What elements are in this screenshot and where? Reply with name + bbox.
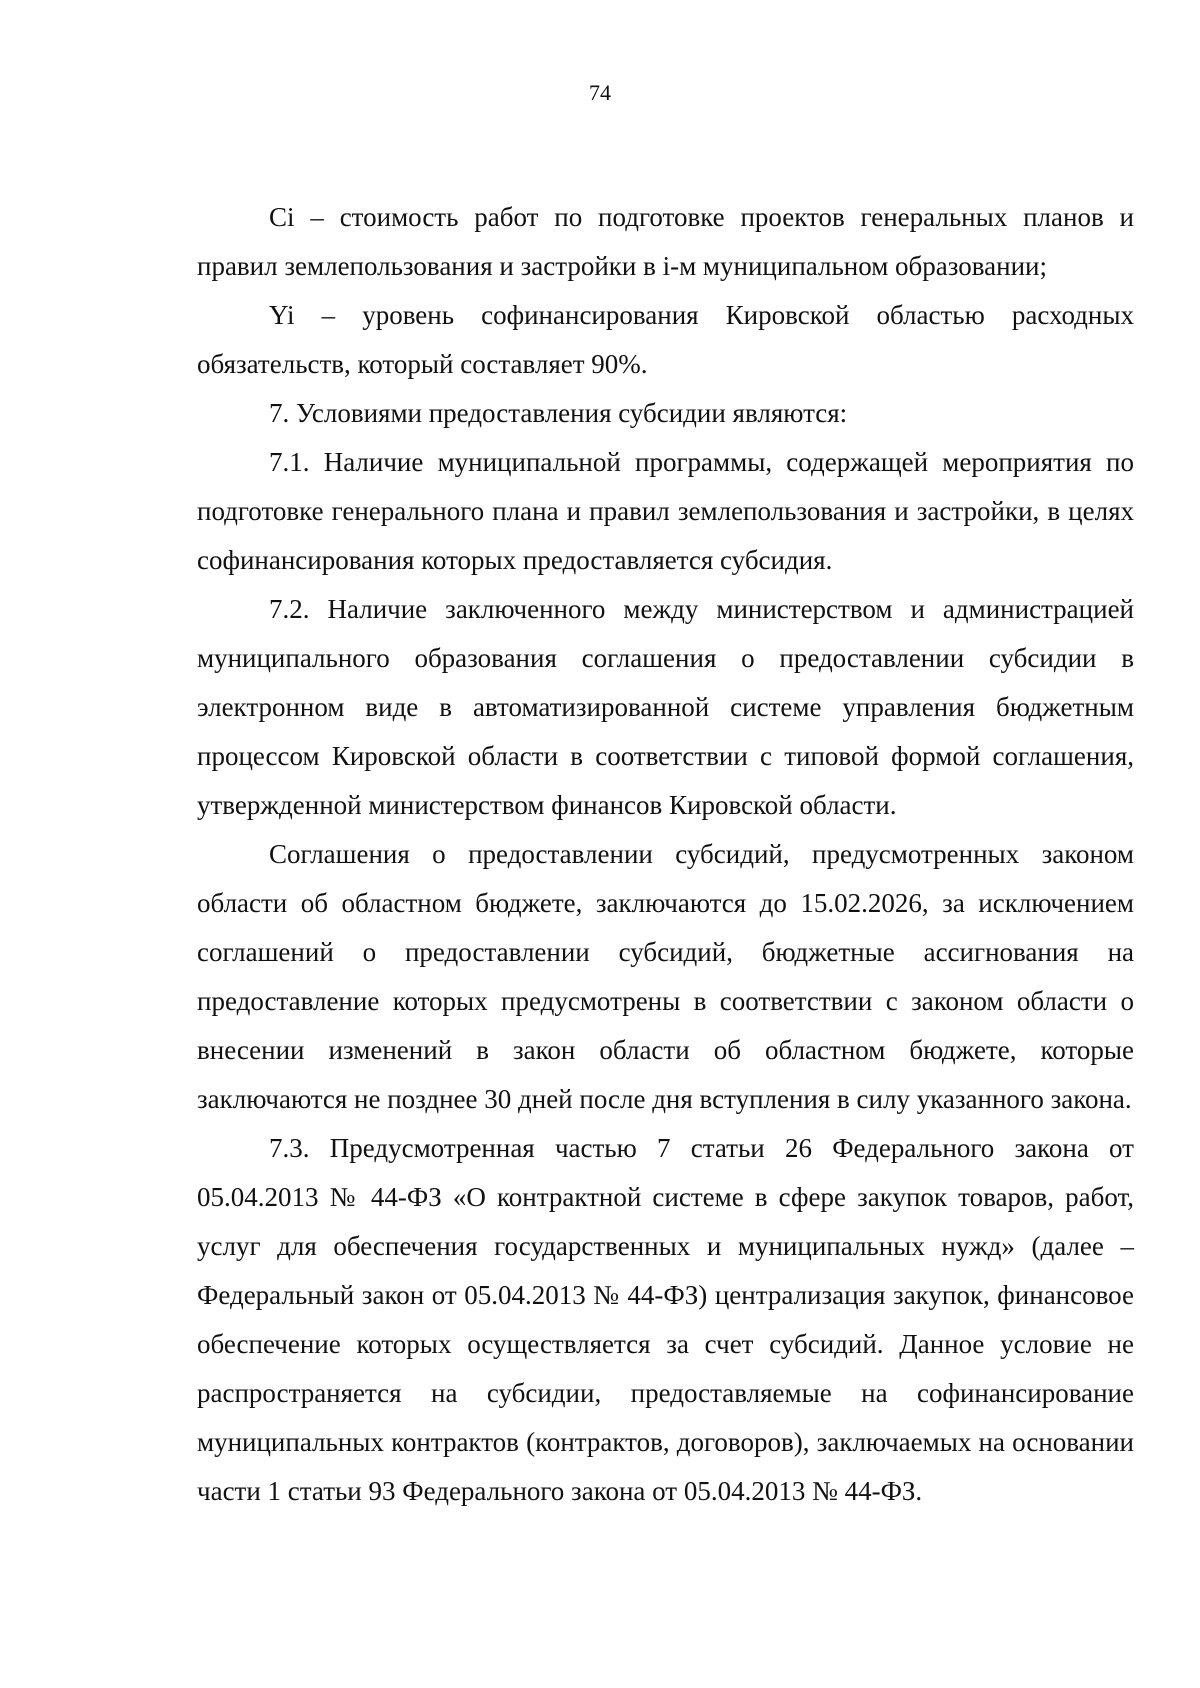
paragraph-ci-definition: Ci – стоимость работ по подготовке проектов генеральных планов и правил землепользования и застройки в i-м муниципальном образовании;: [197, 202, 1134, 281]
page-number: 74: [589, 80, 611, 105]
paragraph-condition-7-1: 7.1. Наличие муниципальной программы, содержащей мероприятия по подготовке генерального плана и правил землепользования и застройки, в целях софинансирования которых предоставляется субсидия.: [197, 447, 1134, 575]
paragraph-agreements: Соглашения о предоставлении субсидий, предусмотренных законом области об областном бюджете, заключаются до 15.02.2026, за исключением соглашений о предоставлении субсидий, бюджетные ассигнования на предоставление которых предусмотрены в соответствии с законом области о внесении изменений в закон области об областном бюджете, которые заключаются не позднее 30 дней после дня вступления в силу указанного закона.: [197, 839, 1134, 1114]
paragraph-yi-definition: Yi – уровень софинансирования Кировской областью расходных обязательств, который составляет 90%.: [197, 300, 1134, 379]
document-body: [197, 193, 1134, 1516]
paragraph-conditions-heading: 7. Условиями предоставления субсидии являются:: [269, 398, 848, 428]
paragraph-condition-7-3: 7.3. Предусмотренная частью 7 статьи 26 Федерального закона от 05.04.2013 № 44-ФЗ «О контрактной системе в сфере закупок товаров, работ, услуг для обеспечения государственных и муниципальных нужд» (далее – Федеральный закон от 05.04.2013 № 44-ФЗ) централизация закупок, финансовое обеспечение которых осуществляется за счет субсидий. Данное условие не распространяется на субсидии, предоставляемые на софинансирование муниципальных контрактов (контрактов, договоров), заключаемых на основании части 1 статьи 93 Федерального закона от 05.04.2013 № 44-ФЗ.: [197, 1133, 1134, 1506]
paragraph-condition-7-2: 7.2. Наличие заключенного между министерством и администрацией муниципального образования соглашения о предоставлении субсидии в электронном виде в автоматизированной системе управления бюджетным процессом Кировской области в соответствии с типовой формой соглашения, утвержденной министерством финансов Кировской области.: [197, 594, 1134, 820]
